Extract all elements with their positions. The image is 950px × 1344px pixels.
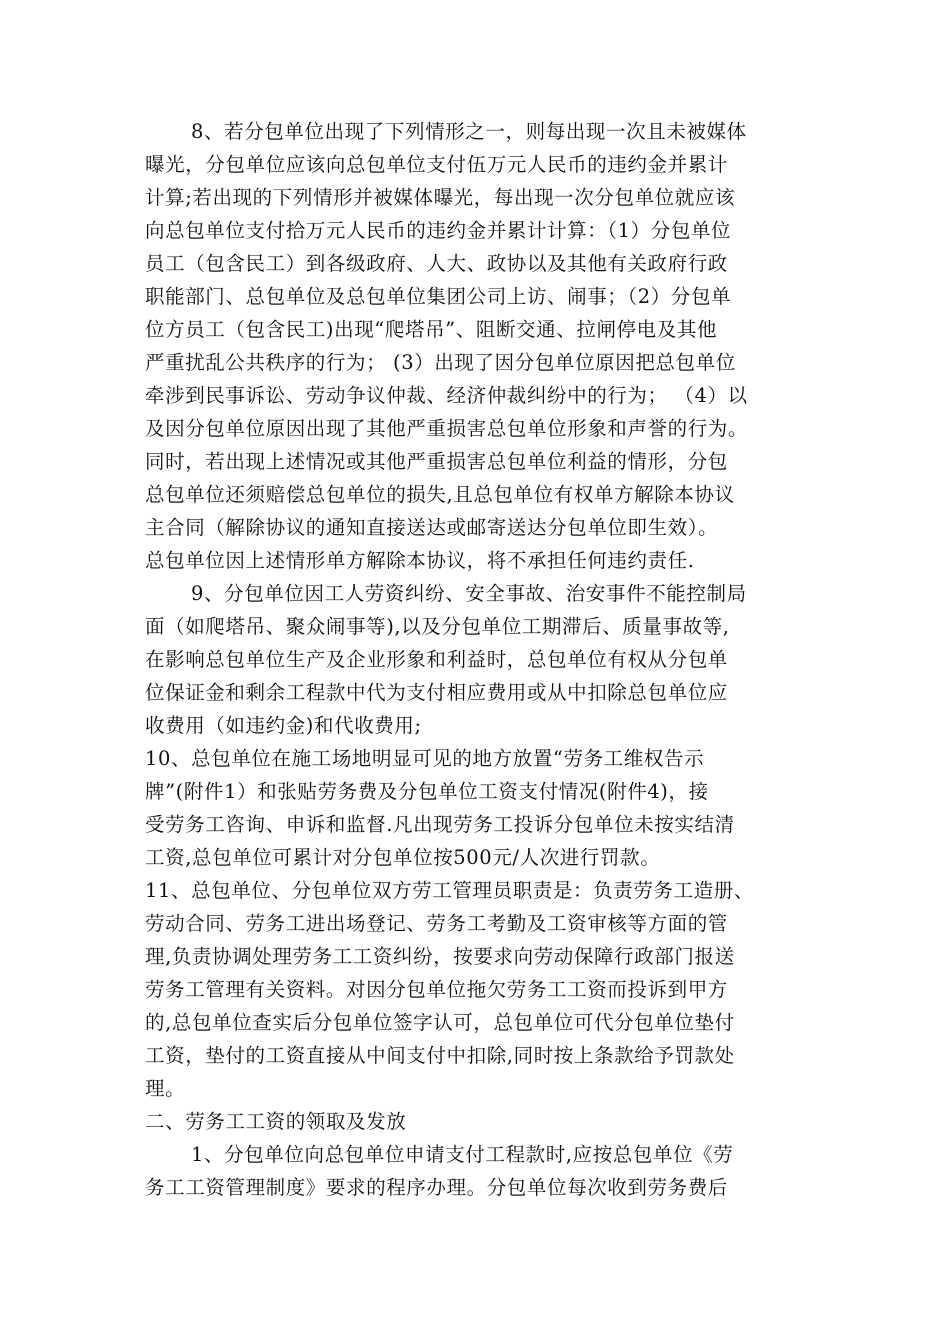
- text-line: 曝光，分包单位应该向总包单位支付伍万元人民币的违约金并累计: [145, 153, 728, 176]
- text-line: 的,总包单位查实后分包单位签字认可，总包单位可代分包单位垫付: [145, 1011, 735, 1034]
- text-line: 总包单位因上述情形单方解除本协议，将不承担任何违约责任.: [145, 549, 695, 572]
- text-line: 牌”(附件1）和张贴劳务费及分包单位工资支付情况(附件4)，接: [145, 780, 709, 803]
- text-line: 牵涉到民事诉讼、劳动争议仲裁、经济仲裁纠纷中的行为； （4）以: [145, 384, 748, 407]
- text-line: 收费用（如违约金)和代收费用;: [145, 714, 422, 737]
- text-line: 主合同（解除协议的通知直接送达或邮寄送达分包单位即生效）。: [145, 516, 719, 539]
- text-line: 二、劳务工工资的领取及发放: [145, 1110, 407, 1133]
- document-body: [145, 115, 835, 1204]
- text-line: 面（如爬塔吊、聚众闹事等),以及分包单位工期滞后、质量事故等,: [145, 615, 730, 638]
- text-line: 9、分包单位因工人劳资纠纷、安全事故、治安事件不能控制局: [191, 582, 747, 605]
- text-line: 总包单位还须赔偿总包单位的损失,且总包单位有权单方解除本协议: [145, 483, 735, 506]
- text-line: 位保证金和剩余工程款中代为支付相应费用或从中扣除总包单位应: [145, 681, 728, 704]
- text-line: 劳务工管理有关资料。对因分包单位拖欠劳务工工资而投诉到甲方: [145, 978, 728, 1001]
- text-line: 劳动合同、劳务工进出场登记、劳务工考勤及工资审核等方面的管: [145, 912, 728, 935]
- text-line: 职能部门、总包单位及总包单位集团公司上访、闹事；（2）分包单: [145, 285, 732, 308]
- text-line: 向总包单位支付拾万元人民币的违约金并累计计算：（1）分包单位: [145, 219, 732, 242]
- text-line: 同时，若出现上述情况或其他严重损害总包单位利益的情形，分包: [145, 450, 728, 473]
- text-line: 10、总包单位在施工场地明显可见的地方放置“劳务工维权告示: [145, 747, 705, 770]
- text-line: 11、总包单位、分包单位双方劳工管理员职责是：负责劳务工造册、: [145, 879, 754, 902]
- text-line: 务工工资管理制度》要求的程序办理。分包单位每次收到劳务费后: [145, 1176, 728, 1199]
- text-line: 在影响总包单位生产及企业形象和利益时，总包单位有权从分包单: [145, 648, 728, 671]
- text-line: 严重扰乱公共秩序的行为； (3）出现了因分包单位原因把总包单位: [145, 351, 736, 374]
- text-line: 受劳务工咨询、申诉和监督.凡出现劳务工投诉分包单位未按实结清: [145, 813, 735, 836]
- text-line: 及因分包单位原因出现了其他严重损害总包单位形象和声誉的行为。: [145, 417, 749, 440]
- text-line: 员工（包含民工）到各级政府、人大、政协以及其他有关政府行政: [145, 252, 728, 275]
- text-line: 计算;若出现的下列情形并被媒体曝光，每出现一次分包单位就应该: [145, 186, 736, 209]
- text-line: 位方员工（包含民工)出现“爬塔吊”、阻断交通、拉闸停电及其他: [145, 318, 718, 341]
- text-line: 理,负责协调处理劳务工工资纠纷，按要求向劳动保障行政部门报送: [145, 945, 735, 968]
- text-line: 工资,总包单位可累计对分包单位按500元/人次进行罚款。: [145, 846, 661, 869]
- text-line: 1、分包单位向总包单位申请支付工程款时,应按总包单位《劳: [191, 1143, 734, 1166]
- text-line: 工资，垫付的工资直接从中间支付中扣除,同时按上条款给予罚款处: [145, 1044, 735, 1067]
- text-line: 8、若分包单位出现了下列情形之一，则每出现一次且未被媒体: [191, 120, 747, 143]
- text-line: 理。: [145, 1077, 186, 1100]
